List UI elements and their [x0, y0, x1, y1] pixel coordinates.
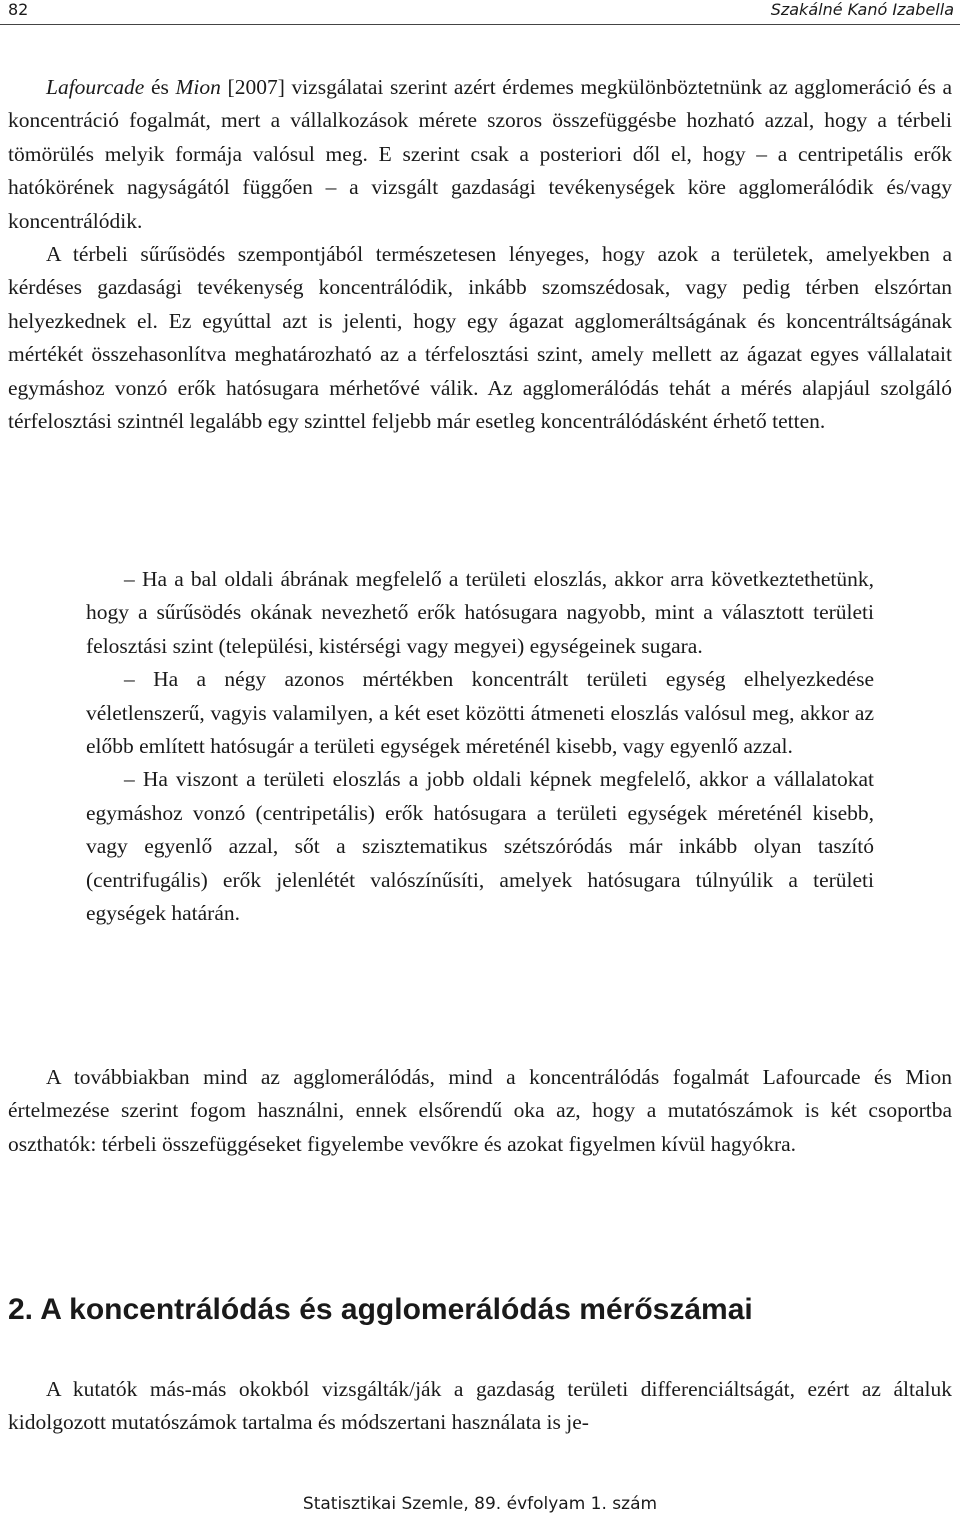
- list-item: [86, 763, 874, 930]
- citation-author-lafourcade: Lafourcade: [46, 75, 145, 99]
- list-item-text: Ha a négy azonos mértékben koncentrált területi egység elhelyezkedése véletlenszerű, vagyis valamilyen, a két eset közötti átmeneti eloszlás valósul meg, akkor az előbb említett hatósugár a területi egységek méreténél kisebb, vagy egyenlő azzal.: [86, 667, 875, 759]
- section-heading: 2. A koncentrálódás és agglomerálódás mérőszámai: [8, 1293, 753, 1326]
- running-head: [0, 0, 960, 25]
- dash-list: [86, 563, 874, 930]
- intro-text: [2007] vizsgálatai szerint azért érdemes megkülönböztetnünk az agglomeráció és a koncentráció fogalmát, mert a vállalkozások mérete szoros összefüggésbe hozható azzal, hogy a térbeli tömörülés melyik formája valósul meg. E szerint csak a posteriori dől el, hogy – a centripetális erők hatókörének nagyságától függően – a vizsgált gazdasági tevékenységek köre agglomerálódik és/vagy koncentrálódik.: [8, 75, 953, 233]
- body-text-bottom: [8, 1373, 952, 1440]
- running-head-author: Szakálné Kanó Izabella: [770, 0, 954, 19]
- paragraph-usage: A továbbiakban mind az agglomerálódás, mind a koncentrálódás fogalmát Lafourcade és Mion értelmezése szerint fogom használni, ennek elsőrendű oka az, hogy a mutatószámok is két csoportba oszthatók: térbeli összefüggéseket figyelembe vevőkre és azokat figyelmen kívül hagyókra.: [8, 1065, 952, 1156]
- citation-author-mion: Mion: [175, 75, 221, 99]
- list-item-text: Ha a bal oldali ábrának megfelelő a területi eloszlás, akkor arra következtethetünk, hogy a sűrűsödés okának nevezhető erők hatósugara nagyobb, mint a választott területi felosztási szint (települési, kistérségi vagy megyei) egységeinek sugara.: [86, 567, 874, 658]
- citation-conjunction: és: [150, 75, 169, 99]
- list-dash: –: [124, 667, 135, 692]
- list-item-text: Ha viszont a területi eloszlás a jobb oldali képnek megfelelő, akkor a vállalatokat egymáshoz vonzó (centripetális) erők hatósugara a területi egységek méreténél kisebb, vagy egyenlő azzal, sőt a szisztematikus szétszóródás már inkább olyan taszító (centrifugális) erők jelenlétét valószínűsíti, amelyek hatósugara túlnyúlik a területi egységek határán.: [86, 767, 875, 926]
- list-dash: –: [124, 767, 135, 792]
- journal-footer: Statisztikai Szemle, 89. évfolyam 1. szám: [302, 1494, 658, 1514]
- paragraph-researchers: A kutatók más-más okokból vizsgálták/ják a gazdaság területi differenciáltságát, ezért az általuk kidolgozott mutatószámok tartalma és módszertani használata is je-: [8, 1377, 952, 1435]
- body-text-middle: [8, 1061, 952, 1161]
- list-item: [86, 663, 874, 763]
- paragraph-spatial-density: A térbeli sűrűsödés szempontjából természetesen lényeges, hogy azok a területek, amelyekben a kérdéses gazdasági tevékenység koncentrálódik, inkább szomszédosak, vagy pedig térben elszórtan helyezkednek el. Ez egyúttal azt is jelenti, hogy egy ágazat agglomeráltságának és koncentráltságának mértékét összehasonlítva meghatározható az a térfelosztási szint, amely mellett az ágazat egyes vállalatait egymáshoz vonzó erők hatósugara mérhetővé válik. Az agglomerálódás tehát a mérés alapjául szolgáló térfelosztási szintnél legalább egy szinttel feljebb már esetleg koncentrálódásként érhető tetten.: [8, 242, 952, 434]
- list-item: [86, 563, 874, 663]
- paragraph-intro: [8, 71, 952, 238]
- page-number: 82: [8, 0, 29, 19]
- body-text-top: [8, 71, 952, 438]
- list-dash: –: [124, 567, 135, 591]
